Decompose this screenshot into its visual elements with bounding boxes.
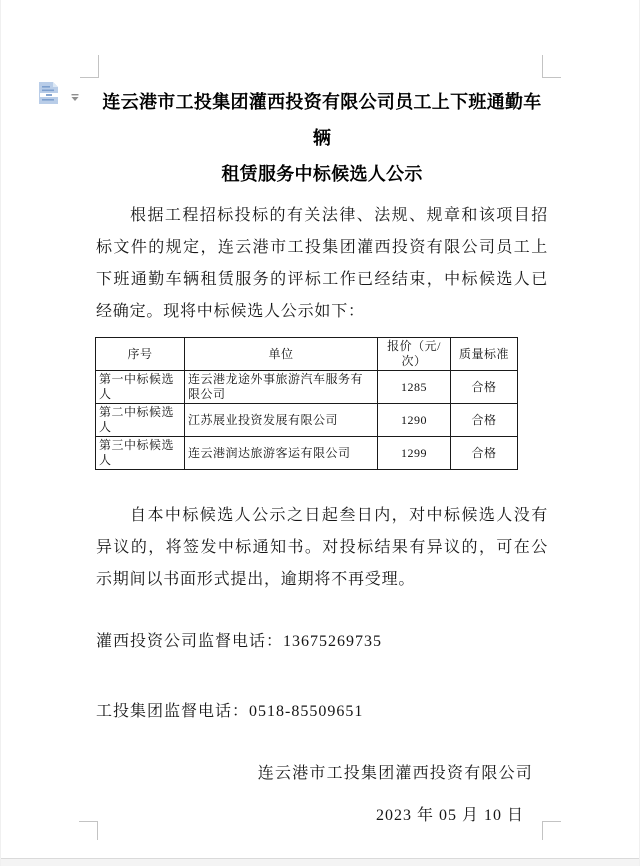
paste-options-icon: [37, 80, 61, 111]
column-header-company: 单位: [185, 338, 378, 371]
signature-block: [96, 758, 548, 832]
rank-cell: 第二中标候选人: [96, 404, 185, 437]
supervision-phone-guanxi: 灌西投资公司监督电话：13675269735: [96, 633, 383, 650]
column-header-rank: 序号: [96, 338, 185, 371]
paste-options-button[interactable]: [37, 80, 83, 108]
margin-mark-top-left: [80, 55, 99, 78]
table-header-row: [96, 338, 518, 371]
column-header-quality: 质量标准: [451, 338, 518, 371]
column-header-price: 报价（元/次）: [378, 338, 451, 371]
table-row: [96, 404, 518, 437]
price-cell: 1299: [378, 437, 451, 470]
company-cell: 连云港润达旅游客运有限公司: [185, 437, 378, 470]
table-row: [96, 437, 518, 470]
bid-candidates-table: [95, 337, 518, 470]
price-cell: 1285: [378, 371, 451, 404]
rank-cell: 第一中标候选人: [96, 371, 185, 404]
intro-paragraph: 根据工程招标投标的有关法律、法规、规章和该项目招标文件的规定，连云港市工投集团灌西投资有限公司员工上下班通勤车辆租赁服务的评标工作已经结束，中标候选人已经确定。现将中标候选人公示如下：: [96, 207, 548, 320]
document-title-line-1: 连云港市工投集团灌西投资有限公司员工上下班通勤车辆: [102, 92, 542, 148]
rank-cell: 第三中标候选人: [96, 437, 185, 470]
margin-mark-top-right: [542, 55, 561, 78]
table-row: [96, 371, 518, 404]
signature-date: 2023 年 05 月 10 日: [375, 807, 524, 824]
price-cell: 1290: [378, 404, 451, 437]
company-cell: 连云港龙途外事旅游汽车服务有限公司: [185, 371, 378, 404]
quality-cell: 合格: [451, 437, 518, 470]
objection-paragraph: 自本中标候选人公示之日起叁日内，对中标候选人没有异议的，将签发中标通知书。对投标结果有异议的，可在公示期间以书面形式提出，逾期将不再受理。: [96, 507, 548, 588]
supervision-phone-group: 工投集团监督电话：0518-85509651: [96, 703, 364, 720]
quality-cell: 合格: [451, 371, 518, 404]
document-content: [96, 84, 548, 832]
document-title-line-2: 租赁服务中标候选人公示: [221, 164, 423, 184]
page-bottom-edge: [1, 858, 639, 866]
signature-company: 连云港市工投集团灌西投资有限公司: [257, 765, 533, 782]
company-cell: 江苏展业投资发展有限公司: [185, 404, 378, 437]
chevron-down-icon[interactable]: [70, 89, 80, 107]
quality-cell: 合格: [451, 404, 518, 437]
